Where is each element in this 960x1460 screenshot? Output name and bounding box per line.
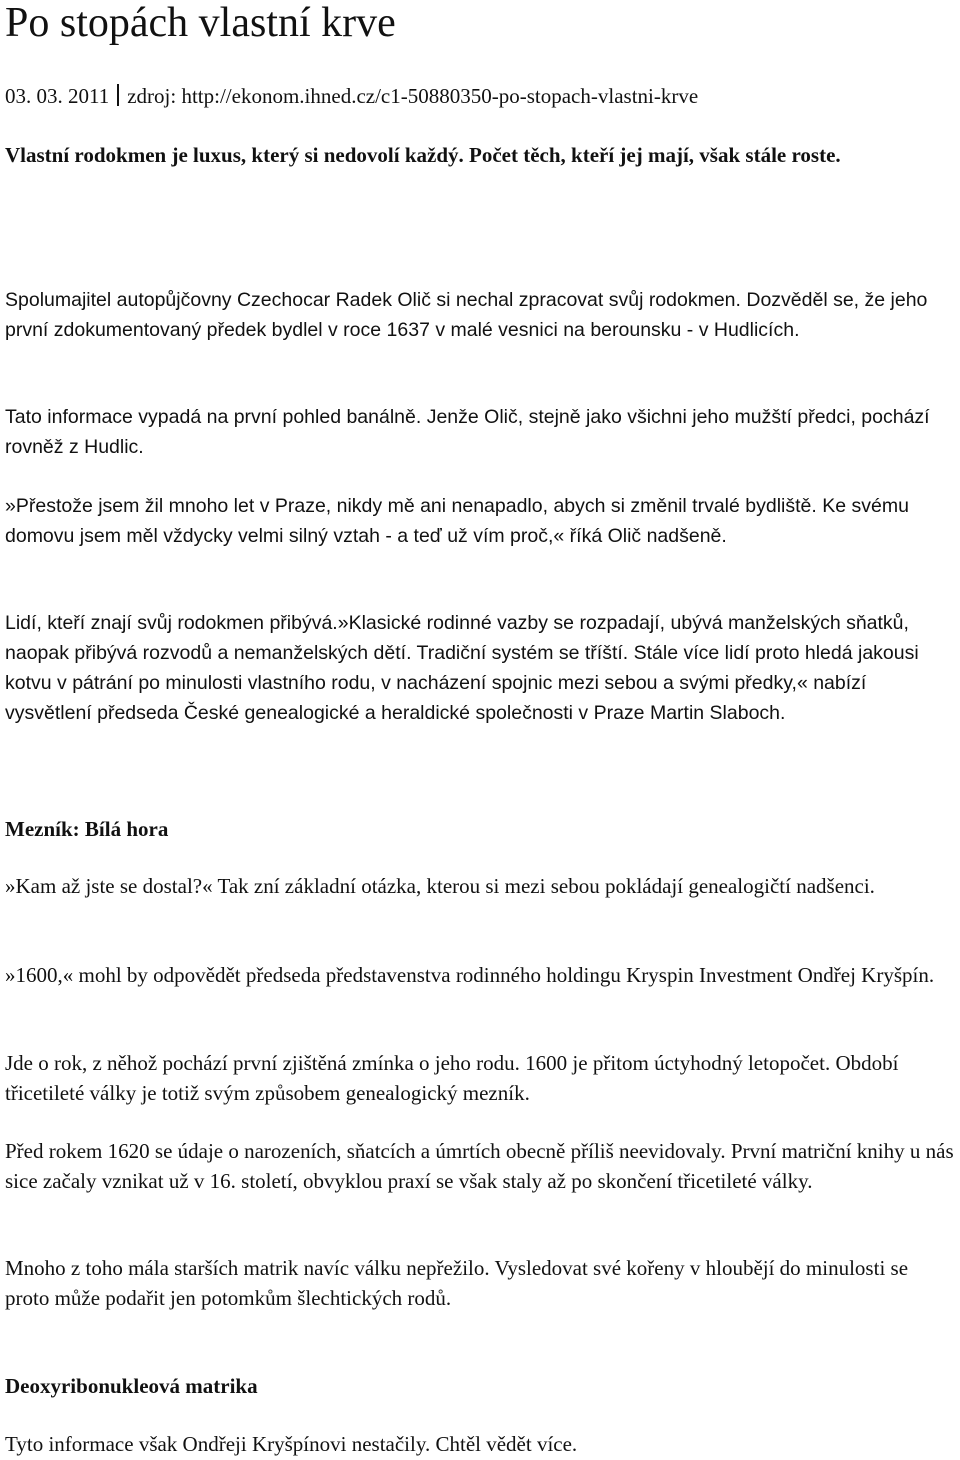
article-source: zdroj: http://ekonom.ihned.cz/c1-50880350-po-stopach-vlastni-krve bbox=[127, 84, 699, 108]
article-date: 03. 03. 2011 bbox=[5, 84, 110, 108]
paragraph-9: Mnoho z toho mála starších matrik navíc válku nepřežilo. Vysledovat své kořeny v hloubějí do minulosti se proto může podařit jen potomkům šlechtických rodů. bbox=[5, 1256, 909, 1310]
article-lead: Vlastní rodokmen je luxus, který si nedovolí každý. Počet těch, kteří jej mají, však stále roste. bbox=[5, 143, 841, 167]
article-meta bbox=[5, 82, 698, 110]
paragraph-10: Tyto informace však Ondřeji Kryšpínovi nestačily. Chtěl vědět více. bbox=[5, 1432, 578, 1456]
paragraph-4-intro: Lidí, kteří znají svůj rodokmen přibývá. bbox=[5, 612, 338, 634]
paragraph-5: »Kam až jste se dostal?« Tak zní základní otázka, kterou si mezi sebou pokládají genealogičtí nadšenci. bbox=[5, 874, 875, 898]
paragraph-1: Spolumajitel autopůjčovny Czechocar Radek Olič si nechal zpracovat svůj rodokmen. Dozvěděl se, že jeho první zdokumentovaný předek bydlel v roce 1637 v malé vesnici na berounsku - v Hudlicích. bbox=[5, 289, 928, 341]
paragraph-6: »1600,« mohl by odpovědět předseda představenstva rodinného holdingu Kryspin Investment Ondřej Kryšpín. bbox=[5, 963, 935, 987]
paragraph-4 bbox=[5, 608, 957, 728]
meta-separator bbox=[117, 84, 119, 106]
section-heading-1: Mezník: Bílá hora bbox=[5, 817, 169, 841]
paragraph-8: Před rokem 1620 se údaje o narozeních, sňatcích a úmrtích obecně příliš neevidovaly. První matriční knihy u nás sice začaly vznikat už v 16. století, obvyklou praxí se však staly až po skončení třicetileté války. bbox=[5, 1139, 954, 1193]
section-heading-2: Deoxyribonukleová matrika bbox=[5, 1374, 258, 1398]
paragraph-2: Tato informace vypadá na první pohled banálně. Jenže Olič, stejně jako všichni jeho mužští předci, pochází rovněž z Hudlic. bbox=[5, 406, 930, 458]
paragraph-4-quote: »Klasické rodinné vazby se rozpadají, ubývá manželských sňatků, naopak přibývá rozvodů a nemanželských dětí. Tradiční systém se tříští. Stále více lidí proto hledá jakousi kotvu v pátrání po minulosti vlastního rodu, v nacházení spojnic mezi sebou a svými předky,« nabízí vysvětlení předseda České genealogické a heraldické společnosti v Praze Martin Slaboch. bbox=[5, 612, 919, 724]
paragraph-7: Jde o rok, z něhož pochází první zjištěná zmínka o jeho rodu. 1600 je přitom úctyhodný letopočet. Období třicetileté války je totiž svým způsobem genealogický mezník. bbox=[5, 1051, 899, 1105]
paragraph-3: »Přestože jsem žil mnoho let v Praze, nikdy mě ani nenapadlo, abych si změnil trvalé bydliště. Ke svému domovu jsem měl vždycky velmi silný vztah - a teď už vím proč,« říká Olič nadšeně. bbox=[5, 495, 909, 547]
article-title: Po stopách vlastní krve bbox=[5, 0, 396, 46]
